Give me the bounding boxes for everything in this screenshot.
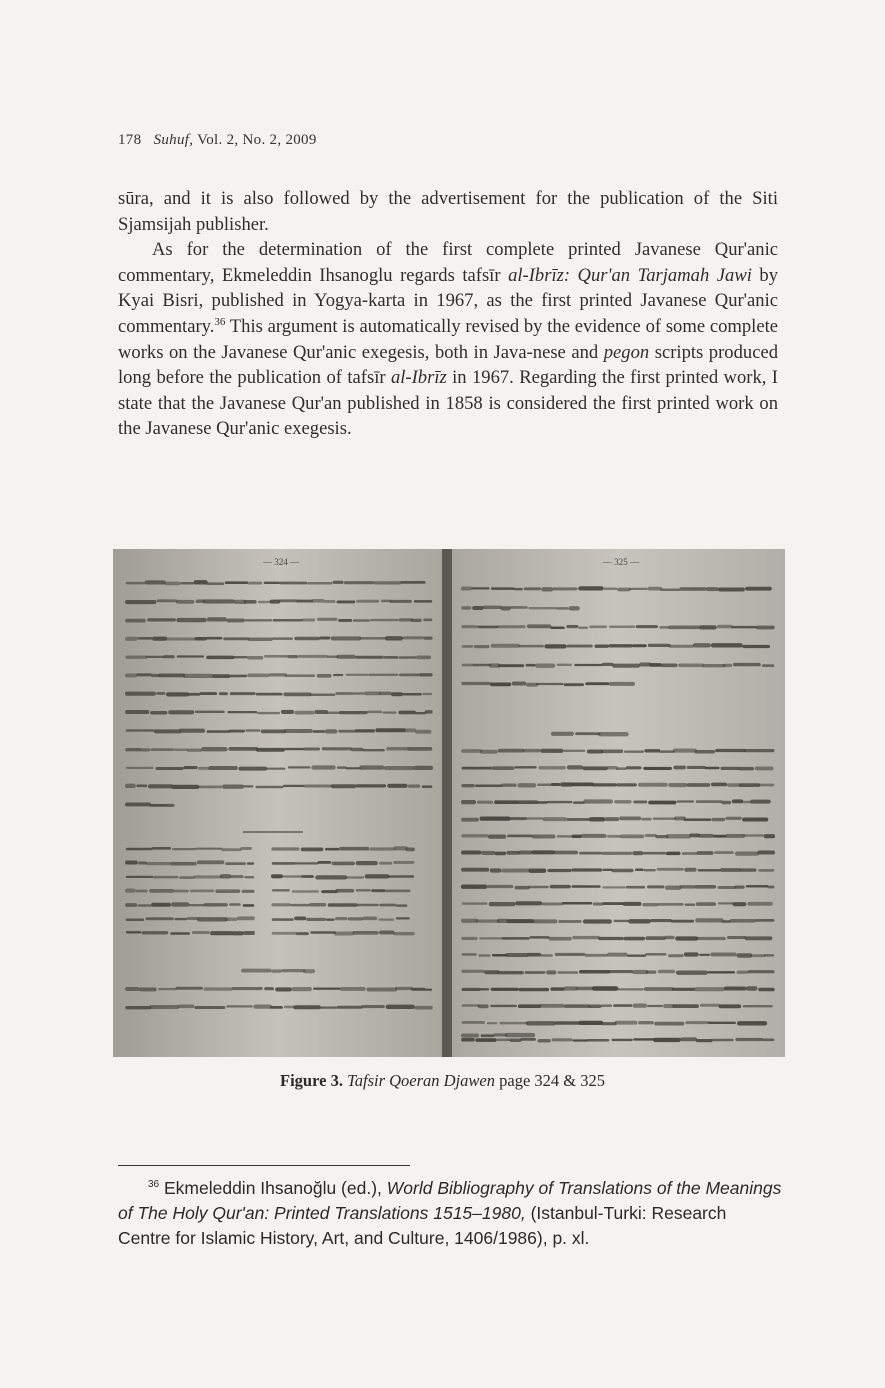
p2-text-f: scripts produced long before the publication of tafsīr [118, 341, 778, 389]
p2-pegon: pegon [603, 341, 650, 363]
p2-text-h: in 1967. Regarding the first printed work, I state that the Javanese Qur'an published in 1858 is considered the first printed work on the Javanese Qur'anic exegesis. [118, 367, 778, 440]
p2-text-a: As for the determination of the first complete printed Javanese Qur'anic commentary, Ekmeleddin Ihsanoglu regards tafsīr [118, 239, 778, 286]
footnote-title: World Bibliography of Translations of the Meanings of The Holy Qur'an: Printed Translations 1515–1980, [118, 1178, 782, 1223]
body-text [118, 186, 778, 442]
footnote-ref-36[interactable]: 36 [214, 315, 226, 328]
p2-text-c: by Kyai Bisri, published in Yogya-karta in 1967, as the first printed Javanese Qur'anic commentary. [118, 264, 779, 337]
left-page-number: — 324 — [263, 557, 299, 567]
footnote-number: 36 [148, 1179, 160, 1191]
figure-3-manuscript-image [113, 549, 785, 1057]
paragraph-1: sūra, and it is also followed by the advertisement for the publication of the Siti Sjamsijah publisher. [118, 188, 778, 235]
running-header [118, 132, 317, 149]
p2-al-ibriz: al-Ibrīz [390, 367, 447, 389]
paragraph-2 [118, 237, 778, 442]
journal-volume: Vol. 2, No. 2, 2009 [197, 132, 317, 148]
caption-label: Figure 3. [280, 1071, 343, 1090]
manuscript-scan [113, 549, 785, 1057]
right-page-number: — 325 — [603, 557, 639, 567]
left-manuscript-page [113, 549, 443, 1057]
footnote-36 [118, 1176, 782, 1251]
footnote-rule [118, 1165, 410, 1166]
footnote-publisher: (Istanbul-Turki: Research Centre for Islamic History, Art, and Culture, 1406/1986), p. xl. [118, 1203, 727, 1248]
journal-name: Suhuf, [153, 132, 194, 148]
footnote-author: Ekmeleddin Ihsanoğlu (ed.), [159, 1178, 387, 1198]
figure-caption [0, 1071, 885, 1091]
p2-title-al-ibriz: al-Ibrīz: Qur'an Tarjamah Jawi [508, 264, 752, 286]
book-spine [442, 549, 452, 1057]
caption-rest: page 324 & 325 [495, 1071, 605, 1090]
page-number: 178 [118, 132, 142, 148]
p2-text-d: This argument is automatically revised by the evidence of some complete works on the Javanese Qur'anic exegesis, both in Java-nese and [118, 315, 778, 363]
caption-title: Tafsir Qoeran Djawen [347, 1071, 495, 1090]
